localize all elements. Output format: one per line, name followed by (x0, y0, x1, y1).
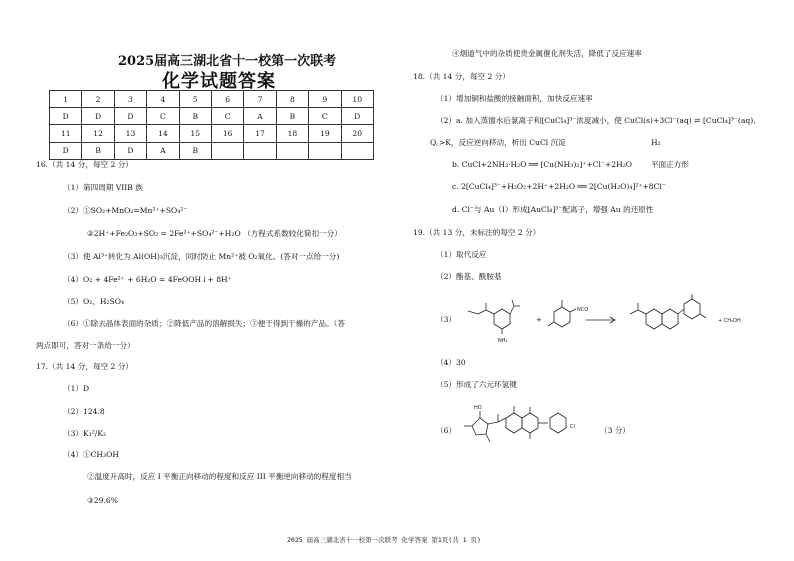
q18-heading: 18.（共 14 分，每空 2 分） (413, 72, 510, 81)
q16-answer-2a: （2）①SO₂+MnO₂=Mn²⁺+SO₄²⁻ (63, 206, 188, 215)
table-cell: 14 (147, 125, 179, 142)
table-cell: D (50, 142, 82, 159)
table-cell (341, 142, 373, 159)
table-row (50, 142, 374, 159)
q16-heading: 16.（共 14 分，每空 2 分） (36, 160, 133, 169)
q19-answer-4: （4）30 (436, 358, 466, 367)
table-row (50, 108, 374, 125)
q19-answer-1: （1）取代反应 (436, 250, 487, 259)
q19-answer-6: （6） (436, 426, 457, 435)
table-cell: D (114, 108, 146, 125)
table-cell (244, 142, 276, 159)
q18-answer-1: （1）增加铜和盐酸的接触面积，加快反应速率 (436, 94, 593, 103)
q18-answer-2c: c. 2[CuCl₄]³⁻+H₂O₂+2H⁺+2H₂O ══ 2[Cu(H₂O)₄]²⁺+8Cl⁻ (452, 182, 666, 191)
table-cell: 19 (309, 125, 341, 142)
q17-answer-2: （2）124.8 (63, 407, 105, 416)
exam-title: 2025届高三湖北省十一校第一次联考 (118, 54, 337, 69)
answer-table (49, 90, 374, 160)
q17-answer-4d: ④烟道气中的杂质使贵金属催化剂失活，降低了反应速率 (452, 49, 642, 58)
q16-answer-6a: （6）①除去晶体表面的杂质；②降低产品的溶解损失；③便于得到干燥的产品。（答 (63, 319, 345, 328)
table-cell: B (82, 142, 114, 159)
q19-answer-3: （3） (436, 315, 457, 324)
table-row (50, 91, 374, 108)
table-cell: D (114, 142, 146, 159)
hydroxy-label: HO (474, 405, 482, 411)
q17-answer-4b: ②温度升高时，反应 I 平衡正向移动的程度和反应 III 平衡逆向移动的程度相当 (87, 472, 352, 481)
table-cell (309, 142, 341, 159)
answer-title: 化学试题答案 (162, 71, 276, 92)
plus-sign: + (536, 316, 542, 324)
table-cell: 4 (147, 91, 179, 108)
table-cell (276, 142, 308, 159)
table-cell: 12 (82, 125, 114, 142)
table-cell: 10 (341, 91, 373, 108)
q16-answer-3: （3）使 Al³⁺转化为 Al(OH)₃沉淀，同时防止 Mn²⁺被 O₂氧化。(答对一点给一分) (63, 252, 340, 261)
table-cell: 3 (114, 91, 146, 108)
q18-answer-2b-shape: 平面正方形 (651, 160, 689, 169)
table-cell: A (147, 142, 179, 159)
table-cell: A (244, 108, 276, 125)
table-cell: 6 (211, 91, 243, 108)
table-row (50, 125, 374, 142)
table-cell: 5 (179, 91, 211, 108)
table-cell: 2 (82, 91, 114, 108)
table-cell: B (276, 108, 308, 125)
nco-label: NCO (577, 307, 589, 313)
q18-answer-2a: （2）a. 加入蒸馏水后氯离子和[CuCl₄]³⁻浓度减小，使 CuCl(s)+3Cl⁻(aq) ⇌ [CuCl₄]³⁻(aq), (436, 116, 756, 125)
table-cell: B (179, 142, 211, 159)
q18-answer-2d: d. Cl⁻与 Au（Ⅰ）形成[AuCl₄]³⁻配离子，增强 Au 的还原性 (452, 205, 654, 214)
q19-heading: 19.（共 13 分，未标注的每空 2 分） (413, 228, 541, 237)
q18-answer-2a-cont: Q꜀>K，反应逆向移动，析出 CuCl 沉淀 (430, 138, 566, 147)
table-cell: 18 (276, 125, 308, 142)
table-cell (211, 142, 243, 159)
page-footer: 2025 届高三湖北省十一校第一次联考 化学答案 第1页(共 1 页) (287, 536, 481, 544)
q16-answer-4: （4）O₂ + 4Fe²⁺ + 6H₂O = 4FeOOH↓+ 8H⁺ (63, 275, 232, 284)
table-cell: 15 (179, 125, 211, 142)
table-cell: 1 (50, 91, 82, 108)
q17-answer-1: （1）D (63, 384, 90, 393)
q16-answer-1: （1）第四周期 VIIB 族 (63, 183, 143, 192)
table-cell: D (82, 108, 114, 125)
q17-answer-4a: （4）①CH₃OH (63, 450, 119, 459)
q16-answer-2b: ②2H⁺+Fe₂O₃+SO₂ = 2Fe²⁺+SO₄²⁻+H₂O （方程式系数较化简扣一分） (87, 229, 342, 238)
table-cell: 9 (309, 91, 341, 108)
q19-answer-6-score: （3 分） (600, 426, 631, 435)
q19-answer-2: （2）酯基、酰胺基 (436, 272, 502, 281)
q17-answer-3: （3）K₁²/K₂ (63, 429, 107, 438)
table-cell: 20 (341, 125, 373, 142)
table-cell: 13 (114, 125, 146, 142)
table-cell: C (147, 108, 179, 125)
q18-answer-2b: b. CuCl+2NH₃·H₂O ══ [Cu(NH₃)₂]⁺+Cl⁻+2H₂O (452, 160, 633, 169)
reaction-scheme (456, 292, 766, 352)
table-cell: D (341, 108, 373, 125)
q18-answer-h2: H₂ (651, 138, 661, 147)
table-cell: C (211, 108, 243, 125)
table-cell: 17 (244, 125, 276, 142)
table-cell: 11 (50, 125, 82, 142)
chloro-label: Cl (570, 424, 575, 430)
table-cell: 8 (276, 91, 308, 108)
table-cell: 16 (211, 125, 243, 142)
methanol-label: + CH₃OH (718, 318, 741, 324)
q17-heading: 17.（共 14 分，每空 2 分） (36, 362, 133, 371)
table-cell: 7 (244, 91, 276, 108)
table-cell: B (179, 108, 211, 125)
nh2-label: NH₂ (498, 338, 508, 344)
q19-answer-5: （5）形成了六元环氢键 (436, 380, 517, 389)
q16-answer-5: （5）O₂、H₂SO₄ (63, 297, 125, 306)
q16-answer-6b: 两点即可，答对一条给一分） (36, 341, 135, 350)
product-structure (458, 398, 608, 468)
table-cell: D (50, 108, 82, 125)
table-cell: C (309, 108, 341, 125)
q17-answer-4c: ③29.6% (87, 496, 118, 505)
